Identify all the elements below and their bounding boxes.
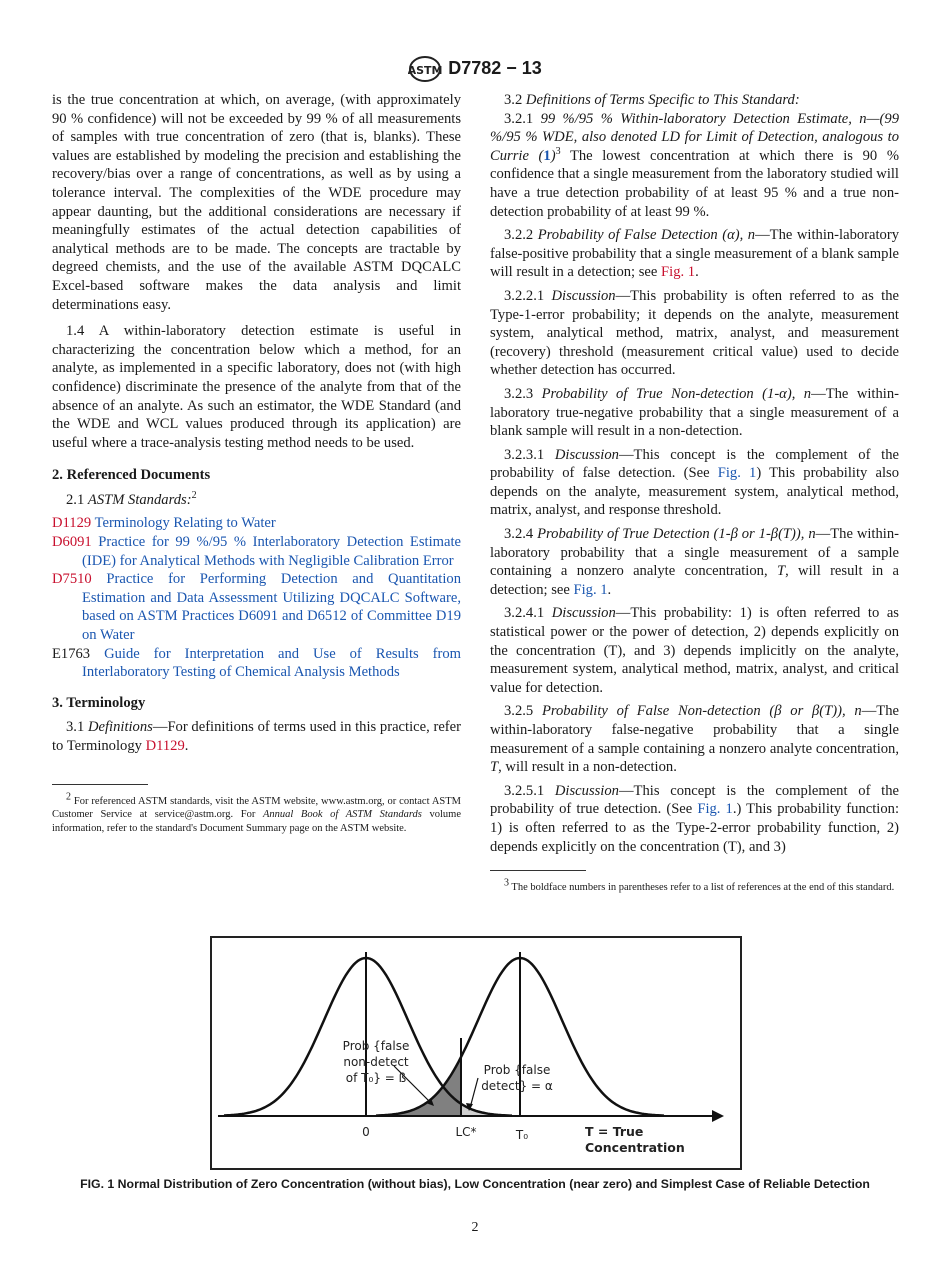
fig-1-link[interactable]: Fig. 1 [717,465,757,482]
paragraph-3-2: 3.2 Definitions of Terms Specific to This Standard: [504,92,800,108]
reference-1-link[interactable]: 1 [543,147,551,164]
zero-concentration-curve [224,958,512,1116]
tick-t0: T₀ [515,1128,529,1142]
axis-label-line: T = True [585,1124,644,1139]
footnote-divider [490,870,586,871]
footnote-divider [52,784,148,785]
page-number: 2 [471,1220,479,1235]
paragraph-3-2-3-1: 3.2.3.1 Discussion—This concept is the complement of the probability of false detection. (See Fig. 1) This probability also depends on the analyte, measurement system, analytical method, matrix, analyst, and response threshold. [490,446,900,519]
axis-label-line: Concentration [585,1140,685,1155]
reference-item [52,645,461,682]
figure-caption: FIG. 1 Normal Distribution of Zero Concentration (without bias), Low Concentration (near zero) and Simplest Case of Reliable Detection [80,1177,870,1191]
designation: D7782 − 13 [448,57,542,78]
reference-item [52,514,461,533]
reference-code-link[interactable]: D7510 [52,571,92,588]
reference-title-link[interactable]: Practice for 99 %/95 % Interlaboratory Detection Estimate (IDE) for Analytical Methods with Negligible Calibration Error [82,534,461,569]
beta-label-line: non-detect [343,1055,409,1069]
axis-arrow-icon [712,1110,724,1122]
figure-1 [210,936,742,1170]
paragraph-3-2-3: 3.2.3 Probability of True Non-detection (1-α), n—The within-laboratory true-negative probability that a single measurement of a blank sample will result in a non-detection. [490,385,899,440]
reference-code: E1763 [52,645,91,662]
footnote-3: $^3$ The boldface numbers in parentheses refer to a list of references at the end of this standard. [504,877,895,894]
right-column [490,91,899,895]
alpha-arrow [470,1078,478,1108]
paragraph-3-2-1: 3.2.1 99 %/95 % Within-laboratory Detection Estimate, n—(99 %/95 % WDE, also denoted LD for Limit of Detection, analogous to Currie $(1)^3$ The lowest concentration at which there is 90 % confidence that a single measurement from the laboratory studied will have a true detection probability of at least 95 % and a true non-detection probability of at least 99 %. [490,110,899,220]
distribution-diagram [212,938,740,1168]
reference-list [52,514,461,681]
paragraph-3-2-2-1: 3.2.2.1 Discussion—This probability is often referred to as the Type-1-error probability; it depends on the analyte, measurement system, analytical method, matrix, analyst, and measurement (recovery) threshold (measurement critical value) used to decide whether detection has occurred. [490,287,899,379]
alpha-label-line: Prob {false [483,1063,551,1077]
d1129-link[interactable]: D1129 [145,738,185,754]
section-heading-3: 3. Terminology [52,694,146,711]
reference-title-link[interactable]: Practice for Performing Detection and Quantitation Estimation and Data Assessment Utilizing DQCALC Software, based on ASTM Practices D6091 and D6512 of Committee D19 on Water [82,571,461,644]
tick-lc: LC* [455,1125,477,1139]
page-header [0,56,950,82]
section-heading-2: 2. Referenced Documents [52,467,211,484]
paragraph-3-1: 3.1 Definitions—For definitions of terms used in this practice, refer to Terminology D1129. [52,719,461,754]
beta-label-line: Prob {false [342,1039,410,1053]
reference-title-link[interactable]: Guide for Interpretation and Use of Results from Interlaboratory Testing of Chemical Analysis Methods [82,645,462,681]
reference-code-link[interactable]: D6091 [52,534,92,551]
left-column [52,91,461,835]
paragraph-1-4: 1.4 A within-laboratory detection estimate is useful in characterizing the concentration below which a method, for an analyte, as implemented in a specific laboratory, does not (with high confidence) discriminate the presence of the analyte from that of the absence of an analyte. As such an estimator, the WDE Standard (and the WDE and WCL values produced through its application) are useful where a trace-analysis testing method needs to be used. [52,323,461,451]
astm-logo-icon [408,56,442,82]
reference-title-link[interactable]: Terminology Relating to Water [94,515,276,532]
footnote-2: $^2$ For referenced ASTM standards, visit the ASTM website, www.astm.org, or contact ASTM Customer Service at service@astm.org. For Annual Book of ASTM Standards volume information, refer to the standard's Document Summary page on the ASTM website. [52,791,461,834]
paragraph-3-2-2: 3.2.2 Probability of False Detection (α), n—The within-laboratory false-positive probability that a single measurement of a blank sample will result in a detection; see Fig. 1. [490,227,900,281]
paragraph-3-2-4-1: 3.2.4.1 Discussion—This probability: 1) is often referred to as statistical power or the power of detection, 2) depends explicitly on the concentration (T), and 3) depends implicitly on the analyte, measurement system, analytical method, matrix, analyst, and critical value for detection. [490,605,899,696]
tick-zero: 0 [362,1125,370,1139]
paragraph-2-1: 2.1 ASTM Standards:$^2$ [66,490,197,508]
reference-code-link[interactable]: D1129 [52,515,92,532]
paragraph-3-2-5-1: 3.2.5.1 Discussion—This concept is the complement of the probability of true detection. (See Fig. 1.) This probability function: 1) is often referred to as the Type-2-error probability function, 2) depends explicitly on the concentration (T), and 3) [490,782,899,855]
svg-text:ASTM: ASTM [408,64,443,77]
paragraph-3-2-5: 3.2.5 Probability of False Non-detection (β or β(T)), n—The within-laboratory false-negative probability that a single measurement of a sample containing a nonzero analyte concentration, T, will result in a non-detection. [490,703,899,776]
fig-1-link[interactable]: Fig. 1 [697,801,733,818]
paragraph-3-2-4: 3.2.4 Probability of True Detection (1-β or 1-β(T)), n—The within-laboratory probability that a single measurement of a sample containing a nonzero analyte concentration, T, will result in a detection; see Fig. 1. [490,526,899,598]
paragraph-1-3-cont: is the true concentration at which, on average, (with approximately 90 % confidence) will not be exceeded by 99 % of all measurements of samples with true concentration of zero (that is, blanks). These values are established by modeling the precision and establishing the recovery/bias over a range of concentrations, as well as by using a tolerance interval. The complexities of the WDE procedure may appear daunting, but the additional considerations are necessary if meaningfully estimates of the actual detection capabilities of analytical methods are to be made. The concepts are tractable by degreed chemists, and the use of the available ASTM DQCALC Excel-based software makes the data analysis and limit determinations easy. [52,92,461,313]
fig-1-link[interactable]: Fig. 1 [661,264,696,281]
beta-label-line: of T₀} = ß [345,1071,407,1085]
fig-1-link[interactable]: Fig. 1 [573,581,608,598]
reference-item [52,570,461,644]
alpha-label-line: detect} = α [481,1079,553,1093]
reference-item [52,533,461,570]
